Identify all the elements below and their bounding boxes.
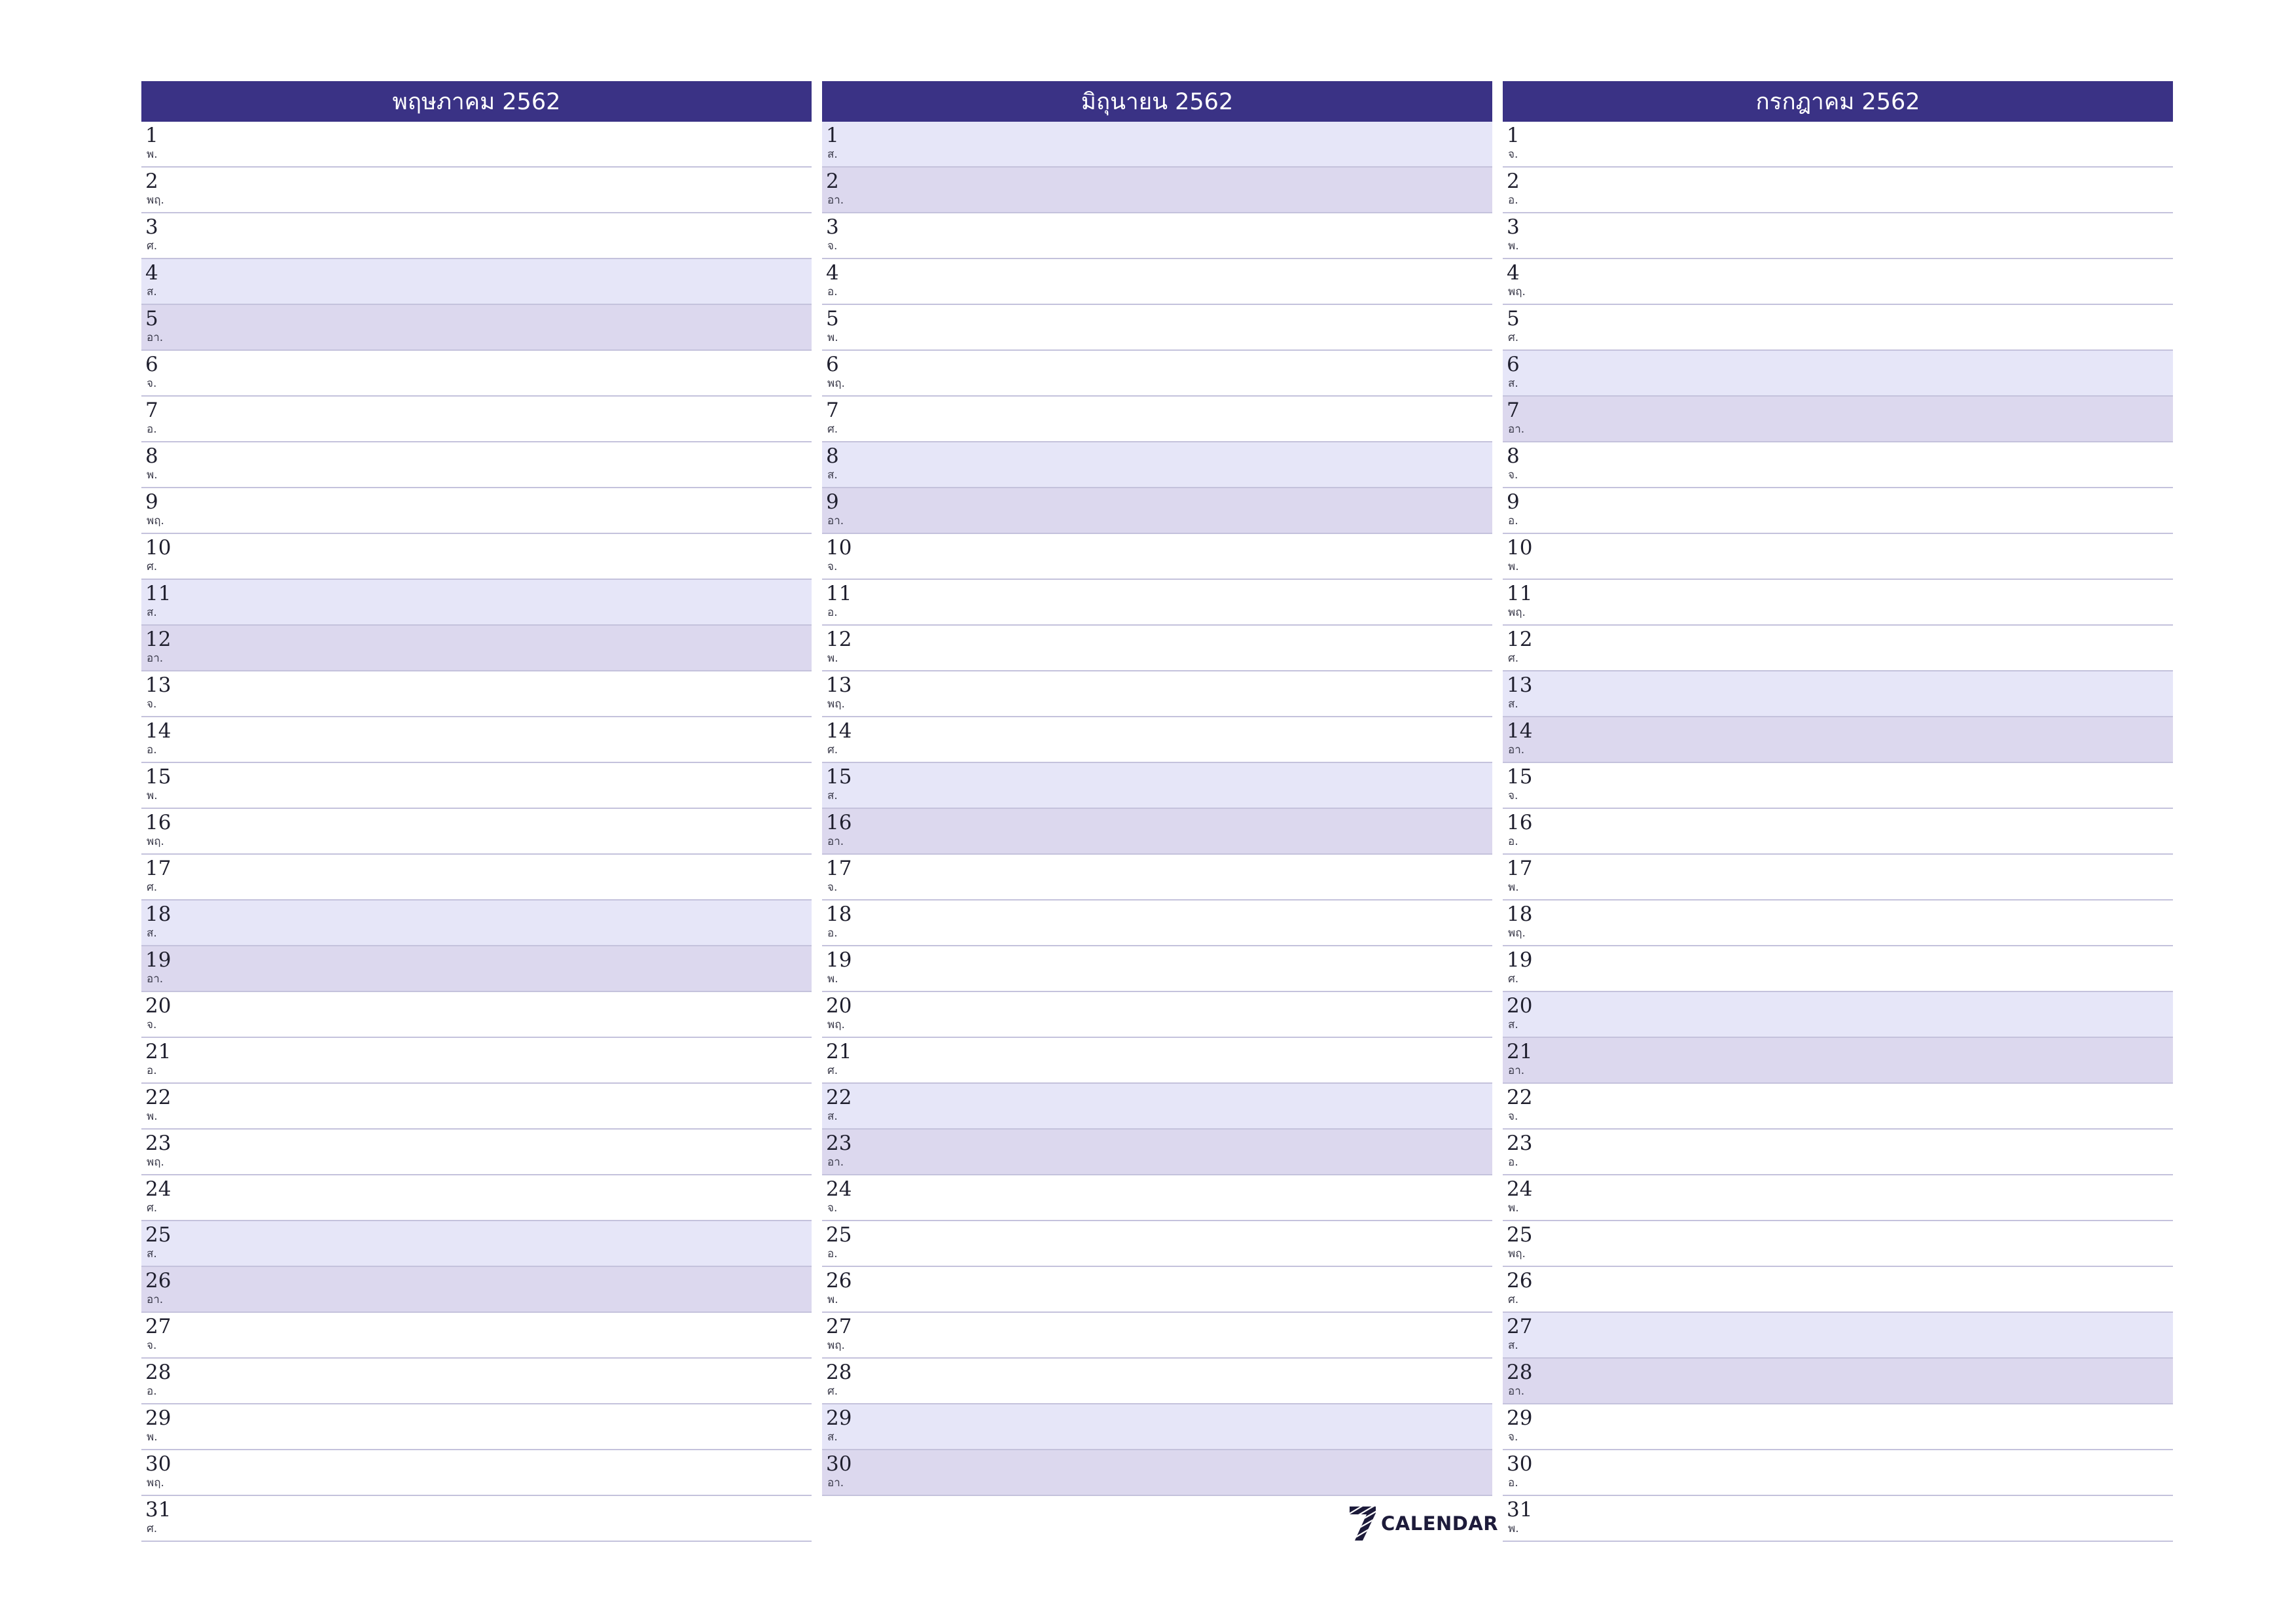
day-number: 21 [1507, 1040, 1533, 1063]
weekday-abbrev: พฤ. [827, 698, 845, 711]
weekday-abbrev: อา. [147, 652, 164, 665]
day-row [1503, 1450, 2173, 1496]
weekday-abbrev: จ. [827, 240, 838, 253]
day-row [1503, 397, 2173, 442]
day-row [1503, 1175, 2173, 1221]
day-number: 8 [145, 444, 158, 468]
weekday-abbrev: ส. [827, 789, 838, 802]
day-list [822, 122, 1492, 1496]
day-row [141, 259, 812, 305]
weekday-abbrev: อา. [827, 1156, 844, 1169]
weekday-abbrev: อ. [827, 1247, 838, 1260]
day-row [141, 1496, 812, 1542]
day-row [141, 442, 812, 488]
day-number: 30 [1507, 1452, 1533, 1476]
day-number: 4 [145, 261, 158, 285]
weekday-abbrev: อา. [147, 331, 164, 344]
day-number: 14 [1507, 719, 1533, 743]
weekday-abbrev: จ. [1508, 469, 1518, 482]
day-number: 24 [826, 1177, 852, 1201]
weekday-abbrev: ส. [827, 148, 838, 161]
day-row [141, 168, 812, 213]
day-row [822, 901, 1492, 946]
day-number: 4 [826, 261, 839, 285]
month-header: พฤษภาคม 2562 [141, 81, 812, 122]
month-column [1503, 81, 2173, 1542]
day-list [141, 122, 812, 1542]
day-number: 29 [826, 1406, 852, 1430]
day-row [1503, 1313, 2173, 1359]
weekday-abbrev: ศ. [827, 423, 838, 436]
day-number: 13 [145, 673, 171, 697]
day-row [1503, 901, 2173, 946]
day-row [822, 305, 1492, 351]
weekday-abbrev: จ. [827, 881, 838, 894]
weekday-abbrev: ศ. [827, 1064, 838, 1077]
day-number: 3 [826, 215, 839, 239]
day-number: 31 [1507, 1498, 1533, 1522]
day-row [1503, 259, 2173, 305]
month-column [141, 81, 812, 1542]
day-number: 10 [826, 536, 852, 560]
weekday-abbrev: จ. [827, 1202, 838, 1215]
day-number: 3 [1507, 215, 1520, 239]
day-number: 20 [145, 994, 171, 1018]
day-row [141, 1404, 812, 1450]
day-number: 17 [826, 857, 852, 880]
day-row [1503, 1038, 2173, 1084]
day-number: 26 [145, 1269, 171, 1293]
weekday-abbrev: ส. [827, 1431, 838, 1444]
day-row [1503, 855, 2173, 901]
weekday-abbrev: อ. [827, 927, 838, 940]
day-row [822, 1313, 1492, 1359]
day-number: 21 [145, 1040, 171, 1063]
day-row [1503, 488, 2173, 534]
day-row [1503, 626, 2173, 671]
day-number: 22 [1507, 1086, 1533, 1109]
day-row [822, 1175, 1492, 1221]
weekday-abbrev: อ. [1508, 1476, 1518, 1489]
day-row [822, 488, 1492, 534]
day-row [1503, 1130, 2173, 1175]
day-number: 26 [826, 1269, 852, 1293]
day-row [822, 580, 1492, 626]
weekday-abbrev: อ. [827, 606, 838, 619]
day-row [141, 1313, 812, 1359]
weekday-abbrev: พฤ. [147, 514, 164, 527]
day-number: 11 [145, 582, 171, 605]
day-number: 6 [826, 353, 839, 376]
day-row [822, 1084, 1492, 1130]
weekday-abbrev: พฤ. [147, 1156, 164, 1169]
day-number: 10 [1507, 536, 1533, 560]
day-number: 13 [826, 673, 852, 697]
weekday-abbrev: อา. [827, 194, 844, 207]
day-row [1503, 1267, 2173, 1313]
day-number: 2 [145, 169, 158, 193]
day-number: 19 [1507, 948, 1533, 972]
day-row [822, 1267, 1492, 1313]
day-row [1503, 1496, 2173, 1542]
day-row [141, 580, 812, 626]
day-row [1503, 946, 2173, 992]
day-number: 21 [826, 1040, 852, 1063]
day-number: 17 [145, 857, 171, 880]
day-number: 31 [145, 1498, 171, 1522]
day-row [1503, 305, 2173, 351]
weekday-abbrev: พ. [827, 972, 838, 986]
day-number: 5 [1507, 307, 1520, 330]
weekday-abbrev: พ. [147, 1431, 158, 1444]
day-row [141, 305, 812, 351]
day-row [141, 855, 812, 901]
weekday-abbrev: อ. [1508, 835, 1518, 848]
day-row [1503, 992, 2173, 1038]
day-number: 15 [1507, 765, 1533, 789]
day-number: 5 [145, 307, 158, 330]
day-row [141, 946, 812, 992]
weekday-abbrev: พฤ. [147, 835, 164, 848]
weekday-abbrev: ศ. [147, 560, 158, 573]
day-number: 30 [826, 1452, 852, 1476]
weekday-abbrev: จ. [1508, 789, 1518, 802]
day-number: 23 [1507, 1132, 1533, 1155]
weekday-abbrev: ศ. [827, 743, 838, 757]
weekday-abbrev: พฤ. [147, 1476, 164, 1489]
day-row [1503, 1084, 2173, 1130]
day-row [822, 809, 1492, 855]
day-number: 11 [826, 582, 852, 605]
weekday-abbrev: อา. [147, 972, 164, 986]
weekday-abbrev: ศ. [827, 1385, 838, 1398]
day-row [141, 1267, 812, 1313]
weekday-abbrev: ศ. [147, 1202, 158, 1215]
weekday-abbrev: ส. [1508, 698, 1518, 711]
day-row [822, 122, 1492, 168]
day-number: 8 [1507, 444, 1520, 468]
month-column [822, 81, 1492, 1496]
day-list [1503, 122, 2173, 1542]
day-row [822, 1450, 1492, 1496]
weekday-abbrev: อ. [147, 1385, 157, 1398]
day-row [141, 1038, 812, 1084]
weekday-abbrev: ส. [1508, 1018, 1518, 1031]
day-number: 8 [826, 444, 839, 468]
day-number: 1 [826, 124, 839, 147]
day-number: 22 [826, 1086, 852, 1109]
day-row [822, 1038, 1492, 1084]
weekday-abbrev: จ. [1508, 1431, 1518, 1444]
day-row [1503, 213, 2173, 259]
day-row [141, 1359, 812, 1404]
day-row [141, 122, 812, 168]
day-row [141, 1175, 812, 1221]
weekday-abbrev: จ. [147, 1339, 157, 1352]
day-row [822, 351, 1492, 397]
day-number: 29 [1507, 1406, 1533, 1430]
weekday-abbrev: ส. [147, 606, 157, 619]
day-number: 9 [826, 490, 839, 514]
day-number: 16 [826, 811, 852, 834]
day-number: 25 [145, 1223, 171, 1247]
day-number: 18 [145, 902, 171, 926]
day-row [141, 397, 812, 442]
day-number: 18 [826, 902, 852, 926]
weekday-abbrev: อา. [1508, 1385, 1525, 1398]
weekday-abbrev: จ. [1508, 1110, 1518, 1123]
weekday-abbrev: อ. [827, 285, 838, 298]
day-number: 16 [145, 811, 171, 834]
day-number: 9 [145, 490, 158, 514]
weekday-abbrev: พฤ. [147, 194, 164, 207]
weekday-abbrev: พฤ. [827, 1018, 845, 1031]
day-number: 12 [826, 628, 852, 651]
day-row [1503, 809, 2173, 855]
day-row [822, 992, 1492, 1038]
weekday-abbrev: อ. [147, 1064, 157, 1077]
day-number: 6 [1507, 353, 1520, 376]
day-number: 12 [145, 628, 171, 651]
day-row [1503, 1404, 2173, 1450]
day-number: 29 [145, 1406, 171, 1430]
weekday-abbrev: ศ. [1508, 972, 1519, 986]
day-row [141, 213, 812, 259]
day-row [141, 763, 812, 809]
weekday-abbrev: อ. [1508, 1156, 1518, 1169]
day-number: 25 [826, 1223, 852, 1247]
day-row [141, 1130, 812, 1175]
day-row [141, 488, 812, 534]
weekday-abbrev: พ. [827, 1293, 838, 1306]
weekday-abbrev: ส. [827, 469, 838, 482]
day-number: 2 [826, 169, 839, 193]
weekday-abbrev: พ. [1508, 560, 1519, 573]
weekday-abbrev: อา. [827, 835, 844, 848]
weekday-abbrev: พ. [1508, 1522, 1519, 1535]
seven-logo-icon [1348, 1505, 1377, 1542]
day-number: 19 [826, 948, 852, 972]
day-number: 18 [1507, 902, 1533, 926]
weekday-abbrev: จ. [147, 377, 157, 390]
weekday-abbrev: ส. [1508, 1339, 1518, 1352]
day-row [822, 397, 1492, 442]
weekday-abbrev: อา. [827, 1476, 844, 1489]
weekday-abbrev: อา. [1508, 743, 1525, 757]
weekday-abbrev: พฤ. [827, 377, 845, 390]
day-row [822, 855, 1492, 901]
day-row [822, 534, 1492, 580]
weekday-abbrev: ส. [147, 1247, 157, 1260]
weekday-abbrev: จ. [1508, 148, 1518, 161]
weekday-abbrev: ศ. [1508, 1293, 1519, 1306]
day-number: 28 [145, 1361, 171, 1384]
day-row [141, 992, 812, 1038]
day-number: 30 [145, 1452, 171, 1476]
day-row [1503, 1359, 2173, 1404]
day-row [141, 1221, 812, 1267]
day-row [141, 1450, 812, 1496]
day-number: 26 [1507, 1269, 1533, 1293]
weekday-abbrev: อา. [827, 514, 844, 527]
weekday-abbrev: อา. [1508, 1064, 1525, 1077]
weekday-abbrev: พ. [147, 148, 158, 161]
weekday-abbrev: ส. [1508, 377, 1518, 390]
day-number: 1 [1507, 124, 1520, 147]
day-number: 15 [145, 765, 171, 789]
weekday-abbrev: ส. [147, 927, 157, 940]
day-number: 23 [826, 1132, 852, 1155]
weekday-abbrev: พ. [147, 469, 158, 482]
brand-text: CALENDAR [1381, 1512, 1499, 1535]
day-row [141, 534, 812, 580]
weekday-abbrev: จ. [147, 1018, 157, 1031]
day-row [822, 1359, 1492, 1404]
day-number: 27 [145, 1315, 171, 1338]
day-number: 24 [145, 1177, 171, 1201]
weekday-abbrev: พฤ. [827, 1339, 845, 1352]
day-number: 1 [145, 124, 158, 147]
weekday-abbrev: อ. [1508, 514, 1518, 527]
day-number: 27 [1507, 1315, 1533, 1338]
day-row [822, 717, 1492, 763]
day-number: 15 [826, 765, 852, 789]
day-number: 10 [145, 536, 171, 560]
day-row [1503, 168, 2173, 213]
weekday-abbrev: ศ. [1508, 331, 1519, 344]
day-number: 28 [826, 1361, 852, 1384]
day-row [822, 1130, 1492, 1175]
day-row [141, 809, 812, 855]
weekday-abbrev: พ. [147, 1110, 158, 1123]
weekday-abbrev: พ. [827, 331, 838, 344]
day-row [1503, 1221, 2173, 1267]
weekday-abbrev: จ. [827, 560, 838, 573]
day-row [822, 1221, 1492, 1267]
day-number: 16 [1507, 811, 1533, 834]
day-row [141, 1084, 812, 1130]
day-number: 19 [145, 948, 171, 972]
day-row [1503, 671, 2173, 717]
day-row [1503, 122, 2173, 168]
weekday-abbrev: พ. [827, 652, 838, 665]
monthly-planner [141, 81, 2166, 1547]
day-number: 5 [826, 307, 839, 330]
weekday-abbrev: ศ. [147, 881, 158, 894]
weekday-abbrev: ส. [827, 1110, 838, 1123]
day-row [822, 671, 1492, 717]
month-header: มิถุนายน 2562 [822, 81, 1492, 122]
weekday-abbrev: พฤ. [1508, 285, 1526, 298]
weekday-abbrev: ศ. [1508, 652, 1519, 665]
day-number: 4 [1507, 261, 1520, 285]
day-number: 9 [1507, 490, 1520, 514]
day-number: 7 [826, 399, 839, 422]
day-number: 13 [1507, 673, 1533, 697]
day-row [1503, 717, 2173, 763]
day-number: 14 [826, 719, 852, 743]
weekday-abbrev: พ. [1508, 1202, 1519, 1215]
day-number: 11 [1507, 582, 1533, 605]
weekday-abbrev: พ. [147, 789, 158, 802]
weekday-abbrev: พ. [1508, 881, 1519, 894]
day-row [822, 213, 1492, 259]
weekday-abbrev: จ. [147, 698, 157, 711]
weekday-abbrev: อา. [147, 1293, 164, 1306]
day-number: 22 [145, 1086, 171, 1109]
weekday-abbrev: ศ. [147, 1522, 158, 1535]
weekday-abbrev: อ. [147, 743, 157, 757]
day-row [141, 626, 812, 671]
day-number: 17 [1507, 857, 1533, 880]
day-number: 25 [1507, 1223, 1533, 1247]
day-number: 27 [826, 1315, 852, 1338]
weekday-abbrev: อ. [147, 423, 157, 436]
weekday-abbrev: พฤ. [1508, 606, 1526, 619]
day-row [822, 946, 1492, 992]
day-number: 24 [1507, 1177, 1533, 1201]
day-number: 7 [145, 399, 158, 422]
weekday-abbrev: อา. [1508, 423, 1525, 436]
day-row [822, 442, 1492, 488]
day-row [1503, 580, 2173, 626]
day-number: 28 [1507, 1361, 1533, 1384]
day-row [141, 351, 812, 397]
day-row [141, 901, 812, 946]
brand-logo [1348, 1504, 1498, 1543]
day-number: 7 [1507, 399, 1520, 422]
weekday-abbrev: พฤ. [1508, 1247, 1526, 1260]
weekday-abbrev: พฤ. [1508, 927, 1526, 940]
day-number: 12 [1507, 628, 1533, 651]
weekday-abbrev: อ. [1508, 194, 1518, 207]
day-row [822, 626, 1492, 671]
weekday-abbrev: ส. [147, 285, 157, 298]
day-row [1503, 534, 2173, 580]
day-row [141, 717, 812, 763]
weekday-abbrev: พ. [1508, 240, 1519, 253]
day-number: 23 [145, 1132, 171, 1155]
day-number: 3 [145, 215, 158, 239]
day-number: 6 [145, 353, 158, 376]
weekday-abbrev: ศ. [147, 240, 158, 253]
day-row [141, 671, 812, 717]
day-row [1503, 763, 2173, 809]
month-header: กรกฎาคม 2562 [1503, 81, 2173, 122]
day-row [822, 763, 1492, 809]
day-number: 2 [1507, 169, 1520, 193]
day-number: 20 [826, 994, 852, 1018]
day-row [1503, 351, 2173, 397]
day-number: 20 [1507, 994, 1533, 1018]
day-number: 14 [145, 719, 171, 743]
day-row [822, 168, 1492, 213]
day-row [1503, 442, 2173, 488]
day-row [822, 1404, 1492, 1450]
day-row [822, 259, 1492, 305]
